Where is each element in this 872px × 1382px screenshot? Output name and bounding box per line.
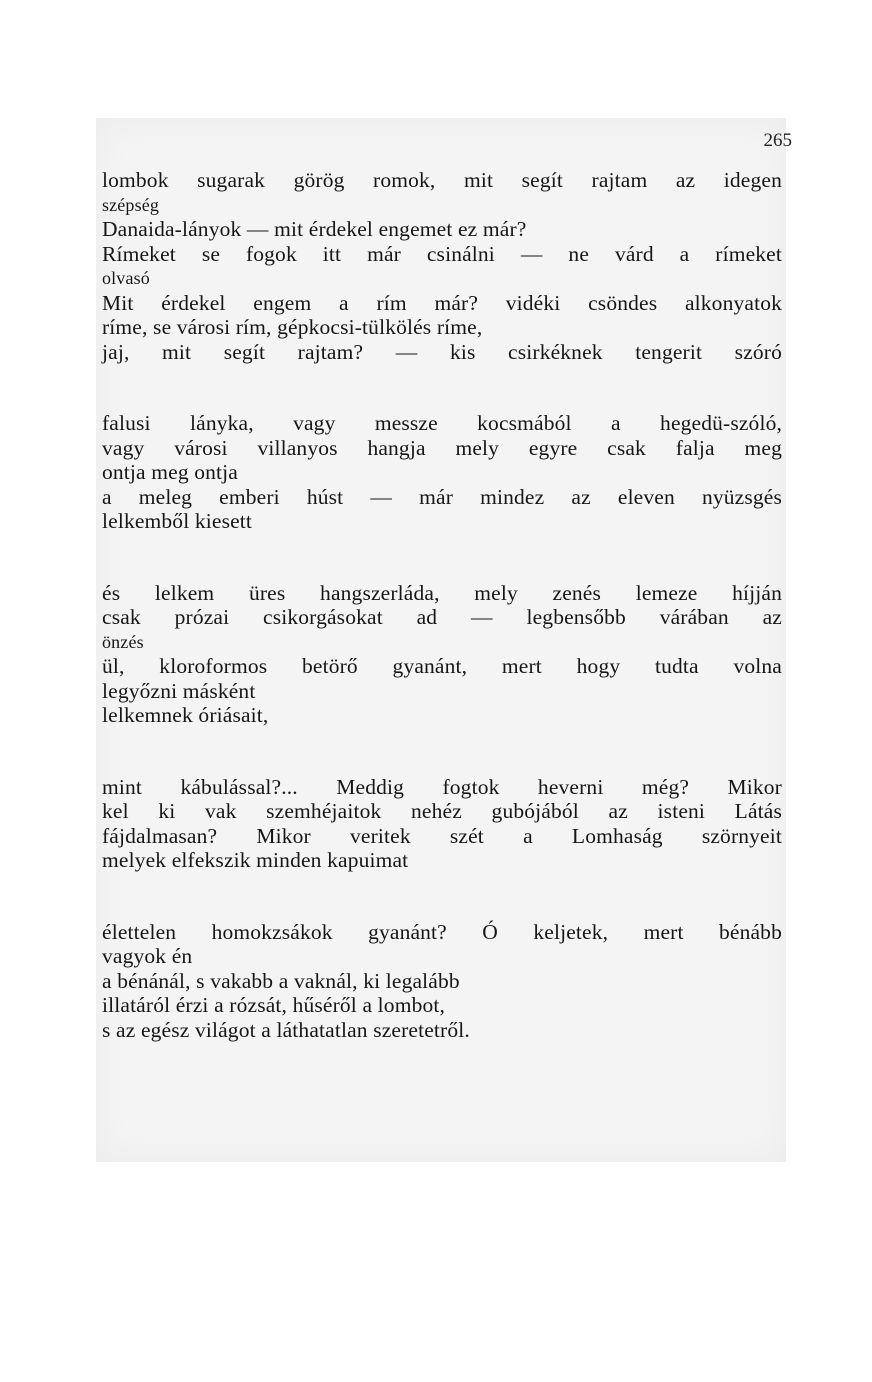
text-line: csak prózai csikorgásokat ad — legbensőbb várában az — [102, 605, 782, 629]
page-number: 265 — [763, 130, 792, 151]
text-line: jaj, mit segít rajtam? — kis csirkéknek tengerit szóró — [102, 339, 782, 364]
text-line: lombok sugarak görög romok, mit segít rajtam az idegen — [102, 168, 782, 192]
text-line: fájdalmasan? Mikor veritek szét a Lomhaság szörnyeit — [102, 823, 782, 848]
text-line: Danaida-lányok — mit érdekel engemet ez már? — [102, 217, 527, 241]
text-line: melyek elfekszik minden kapuimat — [102, 848, 409, 872]
text-line: lelkemből kiesett — [102, 509, 253, 533]
text-line: olvasó — [102, 268, 150, 288]
text-line: ríme, se városi rím, gépkocsi-tülkölés ríme, — [102, 315, 483, 339]
poem-text — [102, 168, 782, 1042]
text-line: legyőzni másként — [102, 678, 256, 703]
text-line: a meleg emberi húst — már mindez az eleven nyüzsgés — [102, 484, 782, 509]
text-line: lelkemnek óriásait, — [102, 703, 269, 727]
text-line: falusi lányka, vagy messze kocsmából a hegedü-szóló, — [102, 411, 782, 435]
text-line: ül, kloroformos betörő gyanánt, mert hogy tudta volna — [102, 654, 782, 678]
text-line: illatáról érzi a rózsát, hűséről a lombot, — [102, 993, 446, 1017]
text-line: ontja meg ontja — [102, 460, 238, 484]
text-line: vagy városi villanyos hangja mely egyre csak falja meg — [102, 435, 782, 460]
text-line: Rímeket se fogok itt már csinálni — ne várd a rímeket — [102, 241, 782, 266]
text-line: a bénánál, s vakabb a vaknál, ki legalább — [102, 968, 460, 993]
text-line: kel ki vak szemhéjaitok nehéz gubójából az isteni Látás — [102, 799, 782, 823]
text-line: Mit érdekel engem a rím már? vidéki csöndes alkonyatok — [102, 290, 782, 315]
text-line: önzés — [102, 631, 144, 652]
text-line: élettelen homokzsákok gyanánt? Ó keljetek, mert bénább — [102, 919, 782, 944]
text-line: szépség — [102, 194, 160, 215]
text-line: és lelkem üres hangszerláda, mely zenés lemeze híjján — [102, 580, 782, 605]
text-line: vagyok én — [102, 944, 193, 968]
text-line: s az egész világot a láthatatlan szeretetről. — [102, 1017, 470, 1042]
text-line: mint kábulással?... Meddig fogtok heverni még? Mikor — [102, 774, 782, 799]
